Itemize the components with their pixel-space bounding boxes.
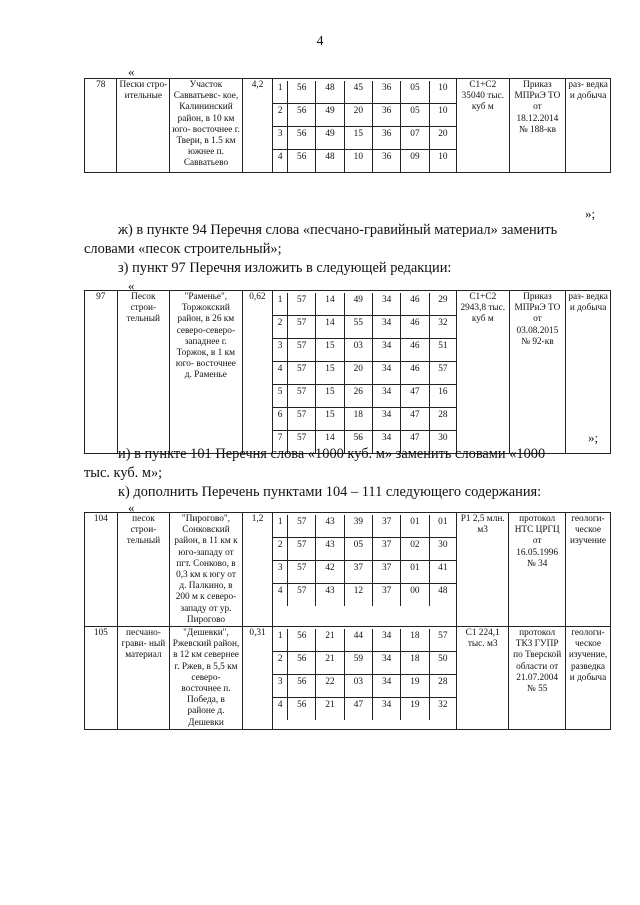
coordinate-cell: 50 — [429, 652, 456, 675]
coordinate-cell: 21 — [316, 652, 344, 675]
coordinate-row — [273, 385, 456, 408]
table-row — [85, 513, 611, 627]
cell-area: 0,31 — [242, 627, 273, 730]
coordinate-cell: 39 — [344, 515, 372, 538]
cell-document: Приказ МПРиЭ ТО от 03.08.2015 № 92-кв — [509, 291, 566, 454]
coordinate-cell: 57 — [287, 431, 315, 454]
coordinate-cell: 15 — [316, 362, 344, 385]
coordinate-cell: 57 — [287, 362, 315, 385]
cell-num: 105 — [85, 627, 118, 730]
coordinate-cell: 36 — [372, 104, 400, 127]
coordinate-row — [273, 316, 456, 339]
coordinate-cell: 10 — [429, 104, 456, 127]
coordinate-cell: 07 — [401, 127, 429, 150]
coordinate-cell: 37 — [344, 561, 372, 584]
cell-coordinates — [273, 627, 457, 730]
coordinate-cell: 36 — [372, 150, 400, 173]
cell-location: "Пирогово", Сонковский район, в 11 км к юго-западу от пгт. Сонково, в 0,3 км к югу от д. Палкино, в 200 м к северо- западу от ур. Пирогово — [170, 513, 242, 627]
coordinate-cell: 37 — [372, 515, 400, 538]
coordinate-cell: 10 — [344, 150, 372, 173]
coordinate-cell: 7 — [277, 433, 283, 443]
cell-num: 104 — [85, 513, 118, 627]
coordinate-cell: 49 — [316, 127, 344, 150]
coordinate-cell: 36 — [372, 81, 400, 104]
paragraph-zh-line2: словами «песок строительный»; — [84, 241, 282, 257]
cell-coordinates — [273, 79, 457, 173]
paragraph-zh-line1: ж) в пункте 94 Перечня слова «песчано-гравийный материал» заменить — [118, 222, 558, 238]
cell-document: Приказ МПРиЭ ТО от 18.12.2014 № 188-кв — [509, 79, 566, 173]
coordinate-cell: 1 — [273, 515, 287, 538]
coordinate-cell: 28 — [429, 408, 456, 431]
coordinate-cell: 30 — [429, 431, 456, 454]
cell-mineral: песчано- грави- ный материал — [117, 627, 170, 730]
coordinate-cell: 15 — [344, 127, 372, 150]
coordinate-cell: 22 — [316, 675, 344, 698]
coordinate-cell: 5 — [273, 385, 287, 408]
coordinate-row — [273, 698, 456, 721]
paragraph-z: з) пункт 97 Перечня изложить в следующей редакции: — [118, 260, 452, 276]
coordinate-cell: 32 — [429, 698, 456, 721]
coordinate-cell: 56 — [288, 629, 316, 652]
paragraph-i-line2: тыс. куб. м»; — [84, 465, 163, 481]
coordinate-cell: 42 — [316, 561, 344, 584]
table-2 — [84, 290, 611, 454]
quote-close-1: »; — [585, 206, 596, 221]
coordinate-cell: 57 — [288, 515, 316, 538]
coordinate-cell: 47 — [344, 698, 372, 721]
coordinate-cell: 56 — [288, 81, 316, 104]
coordinate-cell: 47 — [401, 431, 429, 454]
coordinate-cell: 6 — [273, 408, 287, 431]
coordinate-row — [273, 150, 456, 173]
coordinate-cell: 56 — [288, 150, 316, 173]
coordinate-cell: 01 — [401, 515, 429, 538]
coordinate-cell: 12 — [344, 584, 372, 607]
coordinate-cell: 20 — [429, 127, 456, 150]
coordinate-cell: 41 — [429, 561, 456, 584]
table-row — [85, 627, 611, 730]
coordinate-row — [273, 561, 456, 584]
coordinate-cell: 00 — [401, 584, 429, 607]
coordinate-cell: 3 — [273, 339, 287, 362]
coordinate-cell: 34 — [372, 293, 400, 316]
coordinate-cell: 32 — [429, 316, 456, 339]
coordinate-cell: 56 — [288, 104, 316, 127]
table-3 — [84, 512, 611, 730]
coordinate-cell: 18 — [344, 408, 372, 431]
coordinate-row — [273, 81, 456, 104]
coordinate-cell: 14 — [316, 316, 344, 339]
cell-area: 4,2 — [242, 79, 273, 173]
coordinate-cell: 46 — [401, 362, 429, 385]
coordinate-cell: 20 — [344, 362, 372, 385]
coordinate-cell: 4 — [273, 362, 287, 385]
paragraph-k: к) дополнить Перечень пунктами 104 – 111 следующего содержания: — [118, 484, 542, 500]
coordinate-cell: 30 — [429, 538, 456, 561]
coordinate-cell: 43 — [316, 515, 344, 538]
coordinate-cell: 34 — [372, 408, 400, 431]
coordinate-row — [273, 339, 456, 362]
coordinate-cell: 46 — [401, 293, 429, 316]
coordinate-cell: 48 — [316, 81, 344, 104]
coordinate-cell: 55 — [344, 316, 372, 339]
coordinate-cell: 57 — [429, 362, 456, 385]
coordinate-cell: 20 — [344, 104, 372, 127]
coordinate-cell: 46 — [401, 339, 429, 362]
coordinate-cell: 34 — [372, 385, 400, 408]
coordinate-cell: 56 — [288, 652, 316, 675]
coordinate-cell: 18 — [401, 652, 429, 675]
cell-reserves: C1 224,1 тыс. м3 — [457, 627, 509, 730]
coordinate-cell: 43 — [316, 538, 344, 561]
coordinate-cell: 49 — [344, 293, 372, 316]
coordinate-cell: 47 — [401, 385, 429, 408]
cell-purpose: геологи- ческое изучение — [566, 513, 611, 627]
coordinate-row — [273, 408, 456, 431]
coordinate-row — [273, 515, 456, 538]
coordinate-cell: 2 — [273, 652, 287, 675]
cell-reserves: C1+C2 2943,8 тыс. куб м — [457, 291, 509, 454]
coordinate-cell: 56 — [288, 127, 316, 150]
coordinate-cell: 45 — [344, 81, 372, 104]
coordinate-cell: 34 — [372, 698, 400, 721]
coordinate-row — [273, 652, 456, 675]
coordinate-row — [273, 127, 456, 150]
coordinate-cell: 18 — [401, 629, 429, 652]
cell-document: протокол НТС ЦРГЦ от 16.05.1996 № 34 — [509, 513, 566, 627]
coordinate-cell: 57 — [288, 584, 316, 607]
coordinate-cell: 15 — [316, 339, 344, 362]
coordinate-cell: 56 — [344, 431, 372, 454]
coordinate-row — [273, 584, 456, 607]
coordinate-row — [273, 629, 456, 652]
coordinate-cell: 03 — [344, 675, 372, 698]
coordinate-cell: 34 — [372, 316, 400, 339]
coordinate-cell: 57 — [429, 629, 456, 652]
coordinate-cell: 1 — [273, 293, 287, 316]
coordinate-cell: 4 — [277, 586, 283, 596]
cell-purpose: раз- ведка и добыча — [566, 291, 611, 454]
coordinate-row — [273, 675, 456, 698]
coordinate-cell: 01 — [401, 561, 429, 584]
cell-location: "Раменье", Торжокский район, в 26 км северо-северо- западнее г. Торжок, в 1 км юго- восточнее д. Раменье — [170, 291, 242, 454]
coordinate-cell: 51 — [429, 339, 456, 362]
coordinate-cell: 34 — [372, 362, 400, 385]
coordinates-table — [273, 81, 456, 172]
coordinate-cell: 15 — [316, 385, 344, 408]
cell-num: 78 — [85, 79, 117, 173]
coordinate-cell: 49 — [316, 104, 344, 127]
coordinate-cell: 34 — [372, 339, 400, 362]
coordinate-cell: 48 — [429, 584, 456, 607]
coordinate-cell: 05 — [344, 538, 372, 561]
quote-open-1: « — [128, 64, 135, 79]
paragraph-i-line1: и) в пункте 101 Перечня слова «1000 куб. м» заменить словами «1000 — [118, 446, 546, 462]
coordinate-cell: 57 — [287, 408, 315, 431]
quote-open-2: « — [128, 278, 135, 293]
coordinate-row — [273, 362, 456, 385]
coordinate-cell: 4 — [277, 700, 283, 711]
coordinate-cell: 2 — [273, 538, 287, 561]
coordinate-cell: 3 — [273, 127, 287, 150]
cell-mineral: Пески стро- ительные — [117, 79, 170, 173]
cell-area: 0,62 — [242, 291, 273, 454]
coordinate-cell: 14 — [316, 293, 344, 316]
page-number: 4 — [316, 34, 324, 49]
coordinate-cell: 10 — [429, 81, 456, 104]
coordinate-cell: 2 — [273, 104, 287, 127]
coordinate-cell: 05 — [401, 104, 429, 127]
coordinate-cell: 36 — [372, 127, 400, 150]
coordinate-cell: 47 — [401, 408, 429, 431]
cell-reserves: C1+C2 35040 тыс. куб м — [457, 79, 509, 173]
coordinate-cell: 3 — [273, 675, 287, 698]
cell-coordinates — [273, 291, 457, 454]
coordinate-cell: 21 — [316, 698, 344, 721]
coordinate-cell: 09 — [401, 150, 429, 173]
coordinate-cell: 46 — [401, 316, 429, 339]
coordinate-cell: 19 — [401, 698, 429, 721]
coordinate-cell: 19 — [401, 675, 429, 698]
coordinate-cell: 02 — [401, 538, 429, 561]
coordinate-cell: 01 — [429, 515, 456, 538]
coordinate-row — [273, 538, 456, 561]
quote-open-3: « — [128, 500, 135, 515]
coordinate-cell: 34 — [372, 675, 400, 698]
cell-mineral: Песок строи- тельный — [117, 291, 170, 454]
cell-purpose: геологи- ческое изучение, разведка и добыча — [566, 627, 611, 730]
table-row — [85, 79, 611, 173]
coordinate-cell: 3 — [273, 561, 287, 584]
coordinate-cell: 26 — [344, 385, 372, 408]
coordinate-cell: 1 — [273, 81, 287, 104]
coordinate-cell: 56 — [288, 698, 316, 721]
coordinate-cell: 48 — [316, 150, 344, 173]
coordinate-cell: 1 — [273, 629, 287, 652]
coordinate-cell: 05 — [401, 81, 429, 104]
coordinate-cell: 21 — [316, 629, 344, 652]
coordinate-cell: 28 — [429, 675, 456, 698]
coordinate-cell: 57 — [288, 561, 316, 584]
cell-num: 97 — [85, 291, 118, 454]
cell-mineral: песок строи- тельный — [117, 513, 170, 627]
cell-purpose: раз- ведка и добыча — [566, 79, 611, 173]
coordinate-cell: 03 — [344, 339, 372, 362]
coordinate-cell: 37 — [372, 561, 400, 584]
cell-location: Участок Савватьевс- кое, Калининский район, в 10 км юго- восточнее г. Твери, в 1.5 км южнее п. Савватьево — [170, 79, 243, 173]
cell-location: "Дешевки", Ржевский район, в 12 км севернее г. Ржев, в 5,5 км северо- восточнее п. Победа, в районе д. Дешевки — [170, 627, 242, 730]
coordinates-table — [273, 629, 456, 720]
cell-reserves: P1 2,5 млн. м3 — [457, 513, 509, 627]
coordinate-cell: 34 — [372, 431, 400, 454]
coordinate-cell: 29 — [429, 293, 456, 316]
coordinate-cell: 14 — [316, 431, 344, 454]
coordinate-cell: 16 — [429, 385, 456, 408]
coordinate-cell: 57 — [287, 385, 315, 408]
table-1 — [84, 78, 611, 173]
quote-close-2: »; — [588, 430, 599, 445]
coordinate-cell: 4 — [277, 152, 283, 162]
coordinates-table — [273, 515, 456, 606]
coordinate-cell: 43 — [316, 584, 344, 607]
coordinate-cell: 56 — [288, 675, 316, 698]
coordinate-cell: 15 — [316, 408, 344, 431]
coordinate-row — [273, 104, 456, 127]
coordinates-table — [273, 293, 456, 453]
cell-area: 1,2 — [242, 513, 273, 627]
coordinate-cell: 37 — [372, 584, 400, 607]
coordinate-cell: 37 — [372, 538, 400, 561]
coordinate-cell: 57 — [288, 538, 316, 561]
coordinate-cell: 34 — [372, 629, 400, 652]
cell-coordinates — [273, 513, 457, 627]
coordinate-cell: 57 — [287, 293, 315, 316]
coordinate-cell: 57 — [287, 316, 315, 339]
coordinate-cell: 2 — [273, 316, 287, 339]
coordinate-cell: 44 — [344, 629, 372, 652]
coordinate-cell: 34 — [372, 652, 400, 675]
coordinate-cell: 57 — [287, 339, 315, 362]
coordinate-row — [273, 293, 456, 316]
coordinate-cell: 10 — [429, 150, 456, 173]
cell-document: протокол ТКЗ ГУПР по Тверской области от 21.07.2004 № 55 — [509, 627, 566, 730]
table-row — [85, 291, 611, 454]
coordinate-cell: 59 — [344, 652, 372, 675]
